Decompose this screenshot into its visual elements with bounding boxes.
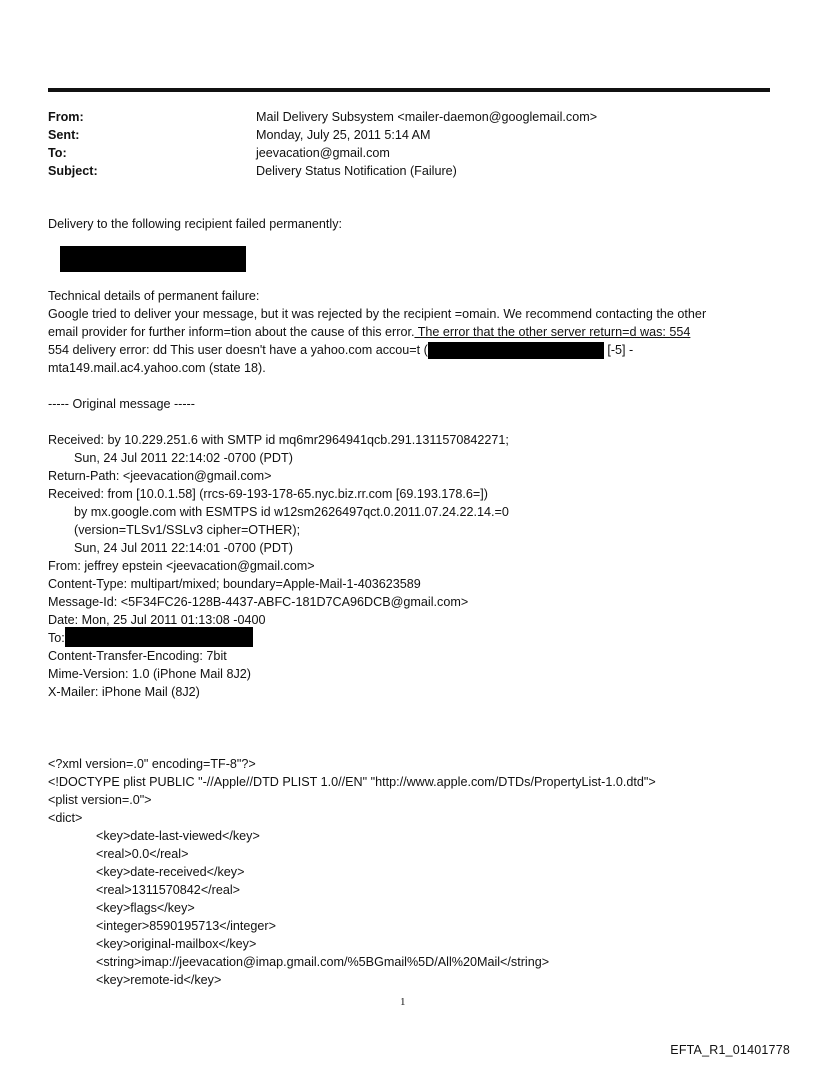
plist-line: <dict> [48,811,83,825]
header-line: Mime-Version: 1.0 (iPhone Mail 8J2) [48,667,251,681]
tech-line-3a: 554 delivery error: dd This user doesn't have a yahoo.com accou=t ( [48,343,428,357]
header-line: Date: Mon, 25 Jul 2011 01:13:08 -0400 [48,613,266,627]
header-to-line [48,629,253,647]
subject-row [48,162,768,180]
header-line: X-Mailer: iPhone Mail (8J2) [48,685,200,699]
tech-line-2b: The error that the other server return=d was: 554 [414,325,691,339]
tech-line-3 [48,341,633,359]
header-line: Received: from [10.0.1.58] (rrcs-69-193-178-65.nyc.biz.rr.com [69.193.178.6=]) [48,487,488,501]
sent-row [48,126,768,144]
plist-line: <?xml version=.0" encoding=TF-8"?> [48,757,256,771]
to-label: To: [48,146,67,160]
header-to-label: To: [48,631,65,645]
original-divider: ----- Original message ----- [48,397,195,411]
from-row [48,108,768,126]
plist-line: <key>original-mailbox</key> [96,937,257,951]
email-header-block [48,108,768,180]
header-line: Content-Type: multipart/mixed; boundary=Apple-Mail-1-403623589 [48,577,421,591]
header-line: Content-Transfer-Encoding: 7bit [48,649,227,663]
page-number: 1 [400,996,406,1008]
intro-text: Delivery to the following recipient failed permanently: [48,217,343,231]
plist-line: <key>date-last-viewed</key> [96,829,260,843]
tech-line-4: mta149.mail.ac4.yahoo.com (state 18). [48,361,266,375]
sent-label: Sent: [48,128,80,142]
plist-line: <!DOCTYPE plist PUBLIC "-//Apple//DTD PLIST 1.0//EN" "http://www.apple.com/DTDs/PropertyList-1.0.dtd"> [48,775,656,789]
plist-line: <key>flags</key> [96,901,195,915]
plist-line: <integer>8590195713</integer> [96,919,276,933]
plist-line: <key>remote-id</key> [96,973,222,987]
plist-line: <plist version=.0"> [48,793,152,807]
plist-line: <string>imap://jeevacation@imap.gmail.com/%5BGmail%5D/All%20Mail</string> [96,955,550,969]
plist-line: <real>1311570842</real> [96,883,241,897]
plist-line: <key>date-received</key> [96,865,245,879]
tech-line-2a: email provider for further inform=tion about the cause of this error. [48,325,415,339]
subject-value: Delivery Status Notification (Failure) [256,164,457,178]
header-line: Return-Path: <jeevacation@gmail.com> [48,469,272,483]
tech-heading: Technical details of permanent failure: [48,289,260,303]
header-line: Message-Id: <5F34FC26-128B-4437-ABFC-181D7CA96DCB@gmail.com> [48,595,469,609]
header-line: Sun, 24 Jul 2011 22:14:02 -0700 (PDT) [74,451,293,465]
plist-line: <real>0.0</real> [96,847,189,861]
header-line: (version=TLSv1/SSLv3 cipher=OTHER); [74,523,301,537]
header-rule [48,88,770,92]
header-line: by mx.google.com with ESMTPS id w12sm2626497qct.0.2011.07.24.22.14.=0 [74,505,509,519]
header-line: Sun, 24 Jul 2011 22:14:01 -0700 (PDT) [74,541,293,555]
redaction-account [428,342,604,359]
tech-line-3b: [-5] - [603,343,634,357]
to-value: jeevacation@gmail.com [256,146,390,160]
redaction-recipient [60,246,246,272]
tech-line-2 [48,323,690,341]
from-value: Mail Delivery Subsystem <mailer-daemon@googlemail.com> [256,110,598,124]
from-label: From: [48,110,84,124]
header-line: Received: by 10.229.251.6 with SMTP id mq6mr2964941qcb.291.1311570842271; [48,433,509,447]
to-row [48,144,768,162]
redaction-to [65,627,253,647]
tech-line-1: Google tried to deliver your message, but it was rejected by the recipient =omain. We recommend contacting the other [48,307,707,321]
document-id: EFTA_R1_01401778 [670,1043,790,1057]
sent-value: Monday, July 25, 2011 5:14 AM [256,128,431,142]
subject-label: Subject: [48,164,98,178]
header-line: From: jeffrey epstein <jeevacation@gmail.com> [48,559,315,573]
